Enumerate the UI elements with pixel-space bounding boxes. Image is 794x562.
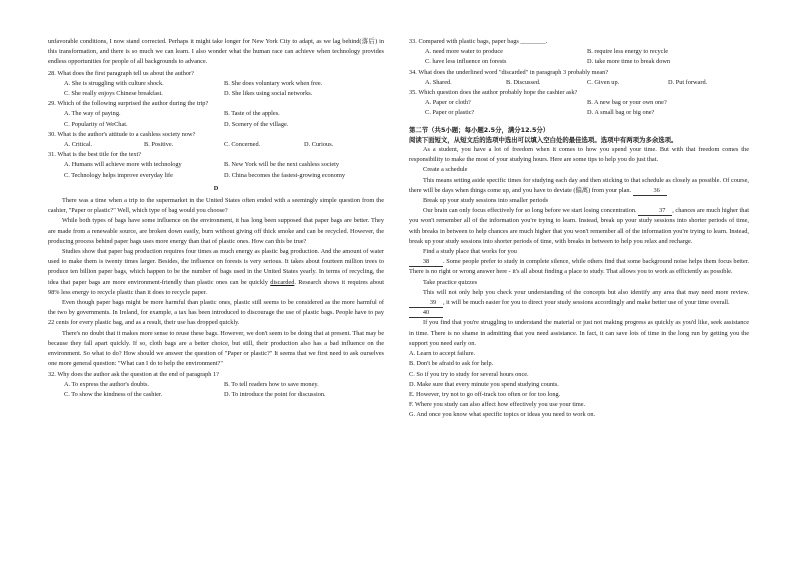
question-30-stem: 30. What is the author's attitude to a cashless society now? bbox=[48, 130, 196, 138]
question-29-stem: 29. Which of the following surprised the author during the trip? bbox=[48, 100, 209, 108]
cloze-para-2-tail: , chances are much higher that you won't remember all of the information you're trying to learn. Instead, break up your study sessions into shorter periods of time, with breaks in between to help chances are much higher that you won't remember all of the information you're trying to learn. Instead, break up your study sessions into shorter periods of time, with breaks in between to help you relax and recharge. bbox=[409, 207, 749, 245]
intro-paragraph: unfavorable conditions, I now stand corrected. Perhaps it might take longer for New York City to adapt, as we lag behind(落后) in this transformation, and there is so much we can learn. I also wonder what the human race can achieve when technology provides endless opportunities for people of all backgrounds to advance. bbox=[48, 38, 384, 66]
option-34-b[interactable]: B. Discussed. bbox=[506, 78, 541, 86]
option-34-a[interactable]: A. Shared. bbox=[425, 78, 452, 86]
blank-36[interactable]: 36 bbox=[633, 187, 667, 196]
question-32-options bbox=[48, 380, 384, 390]
question-35-stem: 35. Which question does the author probably hope the cashier ask? bbox=[409, 89, 578, 97]
choice-d[interactable]: D. Make sure that every minute you spend studying counts. bbox=[409, 380, 559, 388]
choice-f[interactable]: F. Where you study can also affect how effectively you use your time. bbox=[409, 401, 586, 409]
option-35-b[interactable]: B. A new bag or your own one? bbox=[587, 99, 667, 107]
option-34-c[interactable]: C. Given up. bbox=[587, 78, 620, 86]
cloze-para-5: If you find that you're struggling to understand the material or just not making progress as quickly as you'd like, seek assistance in time. There is no shame in admitting that you need assistance. In fact, it can save lots of time in the long run by getting you the support you need early on. bbox=[409, 319, 749, 347]
option-31-d[interactable]: D. China becomes the fastest-growing economy bbox=[224, 171, 346, 179]
question-34-options bbox=[409, 78, 749, 88]
heading-create-schedule: Create a schedule bbox=[423, 166, 468, 174]
choice-a[interactable]: A. Learn to accept failure. bbox=[409, 350, 476, 358]
section-2-title: 第二节（共5小题；每小题2.5分，满分12.5分） bbox=[409, 125, 550, 134]
option-30-a[interactable]: A. Critical. bbox=[64, 141, 93, 149]
question-31-stem: 31. What is the best title for the text? bbox=[48, 151, 142, 159]
choice-b[interactable]: B. Don't be afraid to ask for help. bbox=[409, 360, 494, 368]
blank-37[interactable]: 37 bbox=[638, 207, 672, 216]
question-33-stem: 33. Compared with plastic bags, paper bags ________. bbox=[409, 38, 548, 45]
option-29-d[interactable]: D. Scenery of the village. bbox=[224, 120, 289, 128]
question-28-stem: 28. What does the first paragraph tell us about the author? bbox=[48, 69, 194, 77]
question-33-options bbox=[409, 47, 749, 57]
question-28-options-row2 bbox=[48, 89, 384, 99]
passage-d-para-5: There's no doubt that it makes more sense to reuse these bags. However, we don't seem to be doing that at present. That may be because they fall apart quickly. If so, cloth bags are a better choice, but still, their production also has a bad influence on the environment. So what to do? How should we answer the question of "Paper or plastic?" It seems that we first need to ask ourselves one more general question: "What can I do to help the environment?" bbox=[48, 329, 384, 368]
question-29-options-row2 bbox=[48, 120, 384, 130]
left-column bbox=[48, 37, 384, 400]
cloze-para-2 bbox=[409, 206, 749, 247]
passage-d-para-3 bbox=[48, 247, 384, 298]
cloze-para-3 bbox=[409, 257, 749, 277]
question-35-options bbox=[409, 98, 749, 108]
cloze-para-3-text: . Some people prefer to study in complete silence, while others find that some background noise helps them focus better. There is no right or wrong answer here - it's all about finding a place to study. That allows you to work as efficiently as possible. bbox=[409, 258, 749, 276]
right-column bbox=[409, 37, 749, 421]
cloze-para-2-text: Our brain can only focus effectively for so long before we start losing concentration. bbox=[423, 207, 637, 215]
option-30-c[interactable]: C. Concerned. bbox=[224, 141, 261, 149]
option-35-c[interactable]: C. Paper or plastic? bbox=[425, 109, 475, 117]
question-31-options-row2 bbox=[48, 171, 384, 181]
question-30-options bbox=[48, 140, 384, 150]
question-29-options bbox=[48, 109, 384, 119]
blank-39[interactable]: 39 bbox=[409, 299, 443, 308]
question-35-options-row2 bbox=[409, 108, 749, 118]
passage-d-para-3-tail: . Research shows it requires about 98% less energy to recycle plastic than it does to recycle paper. bbox=[48, 278, 385, 296]
choice-c[interactable]: C. So if you try to study for several hours once. bbox=[409, 370, 529, 378]
cloze-para-4 bbox=[409, 288, 749, 308]
option-32-c[interactable]: C. To show the kindness of the cashier. bbox=[64, 390, 163, 398]
option-29-c[interactable]: C. Popularity of WeChat. bbox=[64, 120, 128, 128]
passage-d-para-2: While both types of bags have some influence on the environment, it has long been supposed that paper bags are better. They are made from a renewable source, are broken down easily, burn without giving off thick smoke and can be recycled. However, the producing process behind paper bags uses more energy than that of plastic ones. How can this be true? bbox=[48, 217, 384, 245]
option-32-d[interactable]: D. To introduce the point for discussion. bbox=[224, 390, 326, 398]
option-28-b[interactable]: B. She does voluntary work when free. bbox=[224, 79, 323, 87]
section-label-d: D bbox=[213, 184, 219, 192]
question-32-stem: 32. Why does the author ask the question at the end of paragraph 1? bbox=[48, 370, 219, 378]
option-33-c[interactable]: C. have less influence on forests bbox=[425, 58, 507, 66]
option-33-b[interactable]: B. require less energy to recycle bbox=[587, 48, 669, 56]
question-31-options bbox=[48, 160, 384, 170]
choice-e[interactable]: E. However, try not to go off-track too often or for too long. bbox=[409, 390, 561, 398]
blank-40[interactable]: 40 bbox=[409, 309, 443, 318]
option-31-b[interactable]: B. New York will be the next cashless society bbox=[224, 161, 340, 169]
passage-d-para-3-text: Studies show that paper bag production requires four times as much energy as plastic bag production. And the amount of water used to make them is twenty times larger. Besides, the influence on forests is very serious. It takes about fourteen million trees to produce ten billion paper bags, which happen to be the number of bags used in the United States yearly. In terms of recycling, the idea that paper bags are more environment-friendly than plastic ones can be quickly bbox=[48, 248, 384, 286]
question-33-options-row2 bbox=[409, 57, 749, 67]
option-34-d[interactable]: D. Put forward. bbox=[668, 78, 708, 86]
passage-d-para-4: Even though paper bags might be more harmful than plastic ones, plastic still seems to be considered as the more harmful of the two by governments. In Ireland, for example, a tax has been introduced to discourage the use of plastic bags. People have to pay 22 cents for every plastic bag, and as a result, their use has dropped quickly. bbox=[48, 299, 384, 327]
option-31-c[interactable]: C. Technology helps improve everyday life bbox=[64, 171, 173, 179]
heading-break-up-sessions: Break up your study sessions into smaller periods bbox=[423, 197, 549, 205]
choice-g[interactable]: G. And once you know what specific topics or ideas you need to work on. bbox=[409, 411, 596, 419]
cloze-blank-40-line bbox=[409, 308, 749, 318]
passage-d-para-1: There was a time when a trip to the supermarket in the United States often ended with a seemingly simple question from the cashier, "Paper or plastic?" Well, which type of bag would you choose? bbox=[48, 197, 384, 215]
option-29-a[interactable]: A. The way of paying. bbox=[64, 110, 121, 118]
question-34-stem: 34. What does the underlined word "discarded" in paragraph 3 probably mean? bbox=[409, 68, 609, 76]
blank-38[interactable]: 38 bbox=[409, 258, 443, 267]
question-28-options bbox=[48, 79, 384, 89]
option-29-b[interactable]: B. Taste of the apples. bbox=[224, 110, 280, 118]
heading-study-place: Find a study place that works for you bbox=[423, 248, 517, 256]
option-33-d[interactable]: D. take more time to break down bbox=[587, 58, 671, 66]
question-32-options-row2 bbox=[48, 390, 384, 400]
option-30-b[interactable]: B. Positive. bbox=[144, 141, 174, 149]
option-28-a[interactable]: A. She is struggling with culture shock. bbox=[64, 79, 164, 87]
option-35-d[interactable]: D. A small bag or big one? bbox=[587, 109, 655, 117]
option-35-a[interactable]: A. Paper or cloth? bbox=[425, 99, 471, 107]
choice-list bbox=[409, 349, 749, 420]
option-31-a[interactable]: A. Humans will achieve more with technology bbox=[64, 161, 182, 169]
section-2-instructions: 阅读下面短文，从短文后的选项中选出可以填入空白处的最佳选项。选项中有两项为多余选项。 bbox=[409, 135, 678, 144]
cloze-para-1-text: This means setting aside specific times for studying each day and then sticking to that schedule as closely as possible. Of course, there will be days when things come up, and you have to deviate (偏离) from your plan. bbox=[409, 176, 749, 194]
option-28-d[interactable]: D. She likes using social networks. bbox=[224, 90, 313, 98]
cloze-para-4-text: This will not only help you check your understanding of the concepts but also identify any area that may need more review. bbox=[423, 288, 749, 296]
option-32-b[interactable]: B. To tell readers how to save money. bbox=[224, 380, 319, 388]
underlined-word-discarded: discarded bbox=[270, 278, 295, 286]
option-28-c[interactable]: C. She really enjoys Chinese breakfast. bbox=[64, 90, 163, 98]
cloze-para-4-tail: , it will be much easier for you to direct your study sessions accordingly and make better use of your time overall. bbox=[443, 299, 730, 307]
option-32-a[interactable]: A. To express the author's doubts. bbox=[64, 380, 150, 388]
option-30-d[interactable]: D. Curious. bbox=[304, 141, 334, 149]
cloze-para-1 bbox=[409, 176, 749, 196]
heading-practice-quizzes: Take practice quizzes bbox=[423, 278, 478, 286]
cloze-intro: As a student, you have a lot of freedom when it comes to how you spend your time. But with that freedom comes the responsibility to make the most of your studying hours. Here are some tips to help you do just that. bbox=[409, 146, 749, 164]
option-33-a[interactable]: A. need more water to produce bbox=[425, 48, 503, 56]
